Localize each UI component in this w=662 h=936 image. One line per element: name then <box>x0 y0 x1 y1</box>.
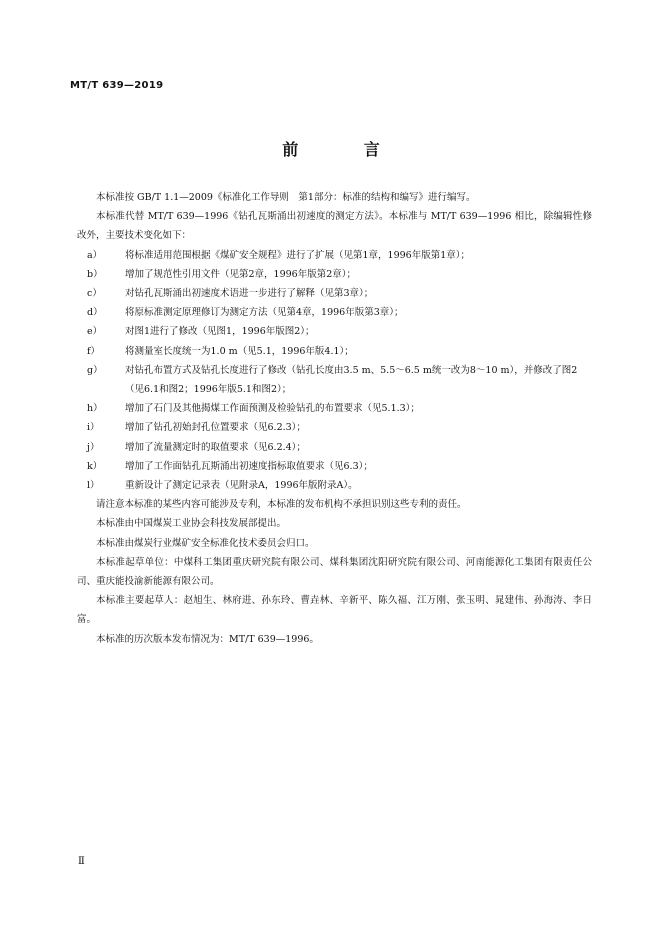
list-item <box>77 361 592 399</box>
list-marker: e） <box>87 326 103 338</box>
list-item <box>77 342 592 361</box>
list-marker: h） <box>87 403 103 415</box>
list-item-text: 增加了流量测定时的取值要求（见6.2.4）； <box>125 441 306 453</box>
list-item-text: 将标准适用范围根据《煤矿安全规程》进行了扩展（见第1章，1996年版第1章）； <box>125 249 471 261</box>
list-item-text: 增加了钻孔初始封孔位置要求（见6.2.3）； <box>125 422 306 434</box>
list-marker: k） <box>87 460 103 472</box>
paragraph-drafters: 本标准主要起草人：赵旭生、林府进、孙东玲、曹垚林、辛新平、陈久福、江万刚、张玉明、晁建伟、孙海涛、李日富。 <box>77 595 592 626</box>
list-item <box>77 284 592 303</box>
list-item <box>77 322 592 341</box>
paragraph-drafting-units: 本标准起草单位：中煤科工集团重庆研究院有限公司、煤科集团沈阳研究院有限公司、河南能源化工集团有限责任公司、重庆能投渝新能源有限公司。 <box>77 556 592 588</box>
paragraph-patent-notice: 请注意本标准的某些内容可能涉及专利，本标准的发布机构不承担识别这些专利的责任。 <box>96 499 467 511</box>
list-item <box>77 399 592 418</box>
foreword-body <box>77 188 592 649</box>
paragraph-technical-committee: 本标准由煤炭行业煤矿安全标准化技术委员会归口。 <box>96 537 315 549</box>
list-marker: d） <box>87 307 103 319</box>
list-marker: b） <box>87 268 103 280</box>
list-marker: a） <box>87 249 103 261</box>
changes-list <box>77 246 592 496</box>
list-marker: j） <box>87 441 100 453</box>
paragraph-replaces: 本标准代替 MT/T 639—1996《钻孔瓦斯涌出初速度的测定方法》。本标准与 MT/T 639—1996 相比，除编辑性修改外，主要技术变化如下： <box>77 211 592 242</box>
list-item-text: 将原标准测定原理修订为测定方法（见第4章，1996年版第3章）； <box>125 307 404 319</box>
list-item <box>77 303 592 322</box>
paragraph-drafting-rules: 本标准按 GB/T 1.1—2009《标准化工作导则 第1部分：标准的结构和编写》进行编写。 <box>96 192 476 203</box>
list-marker: l） <box>87 480 100 492</box>
paragraph-proposed-by: 本标准由中国煤炭工业协会科技发展部提出。 <box>96 518 287 530</box>
list-item-text: 对图1进行了修改（见图1，1996年版图2）； <box>125 326 315 338</box>
list-marker: f） <box>87 345 101 357</box>
page-number: Ⅱ <box>78 856 85 867</box>
list-marker: g） <box>87 364 103 376</box>
list-item-text: 将测量室长度统一为1.0 m（见5.1，1996年版4.1）； <box>125 345 354 357</box>
list-item <box>77 265 592 284</box>
list-marker: i） <box>87 422 100 434</box>
standard-code: MT/T 639—2019 <box>70 80 164 91</box>
list-item-text: 增加了工作面钻孔瓦斯涌出初速度指标取值要求（见6.3）； <box>125 460 373 472</box>
list-item-text: 对钻孔布置方式及钻孔长度进行了修改（钻孔长度由3.5 m、5.5～6.5 m统一改为8～10 m），并修改了图2（见6.1和图2；1996年版5.1和图2）； <box>125 364 578 396</box>
list-marker: c） <box>87 288 102 300</box>
paragraph-version-history: 本标准的历次版本发布情况为：MT/T 639—1996。 <box>96 633 319 645</box>
list-item-text: 重新设计了测定记录表（见附录A，1996年版附录A）。 <box>125 480 358 492</box>
list-item-text: 增加了石门及其他揭煤工作面预测及检验钻孔的布置要求（见5.1.3）； <box>125 403 420 415</box>
list-item <box>77 457 592 476</box>
list-item <box>77 438 592 457</box>
list-item <box>77 476 592 495</box>
list-item <box>77 418 592 437</box>
list-item <box>77 246 592 265</box>
list-item-text: 对钻孔瓦斯涌出初速度术语进一步进行了解释（见第3章）； <box>125 288 374 300</box>
page-title: 前 言 <box>282 140 410 159</box>
list-item-text: 增加了规范性引用文件（见第2章，1996年版第2章）； <box>125 268 357 280</box>
